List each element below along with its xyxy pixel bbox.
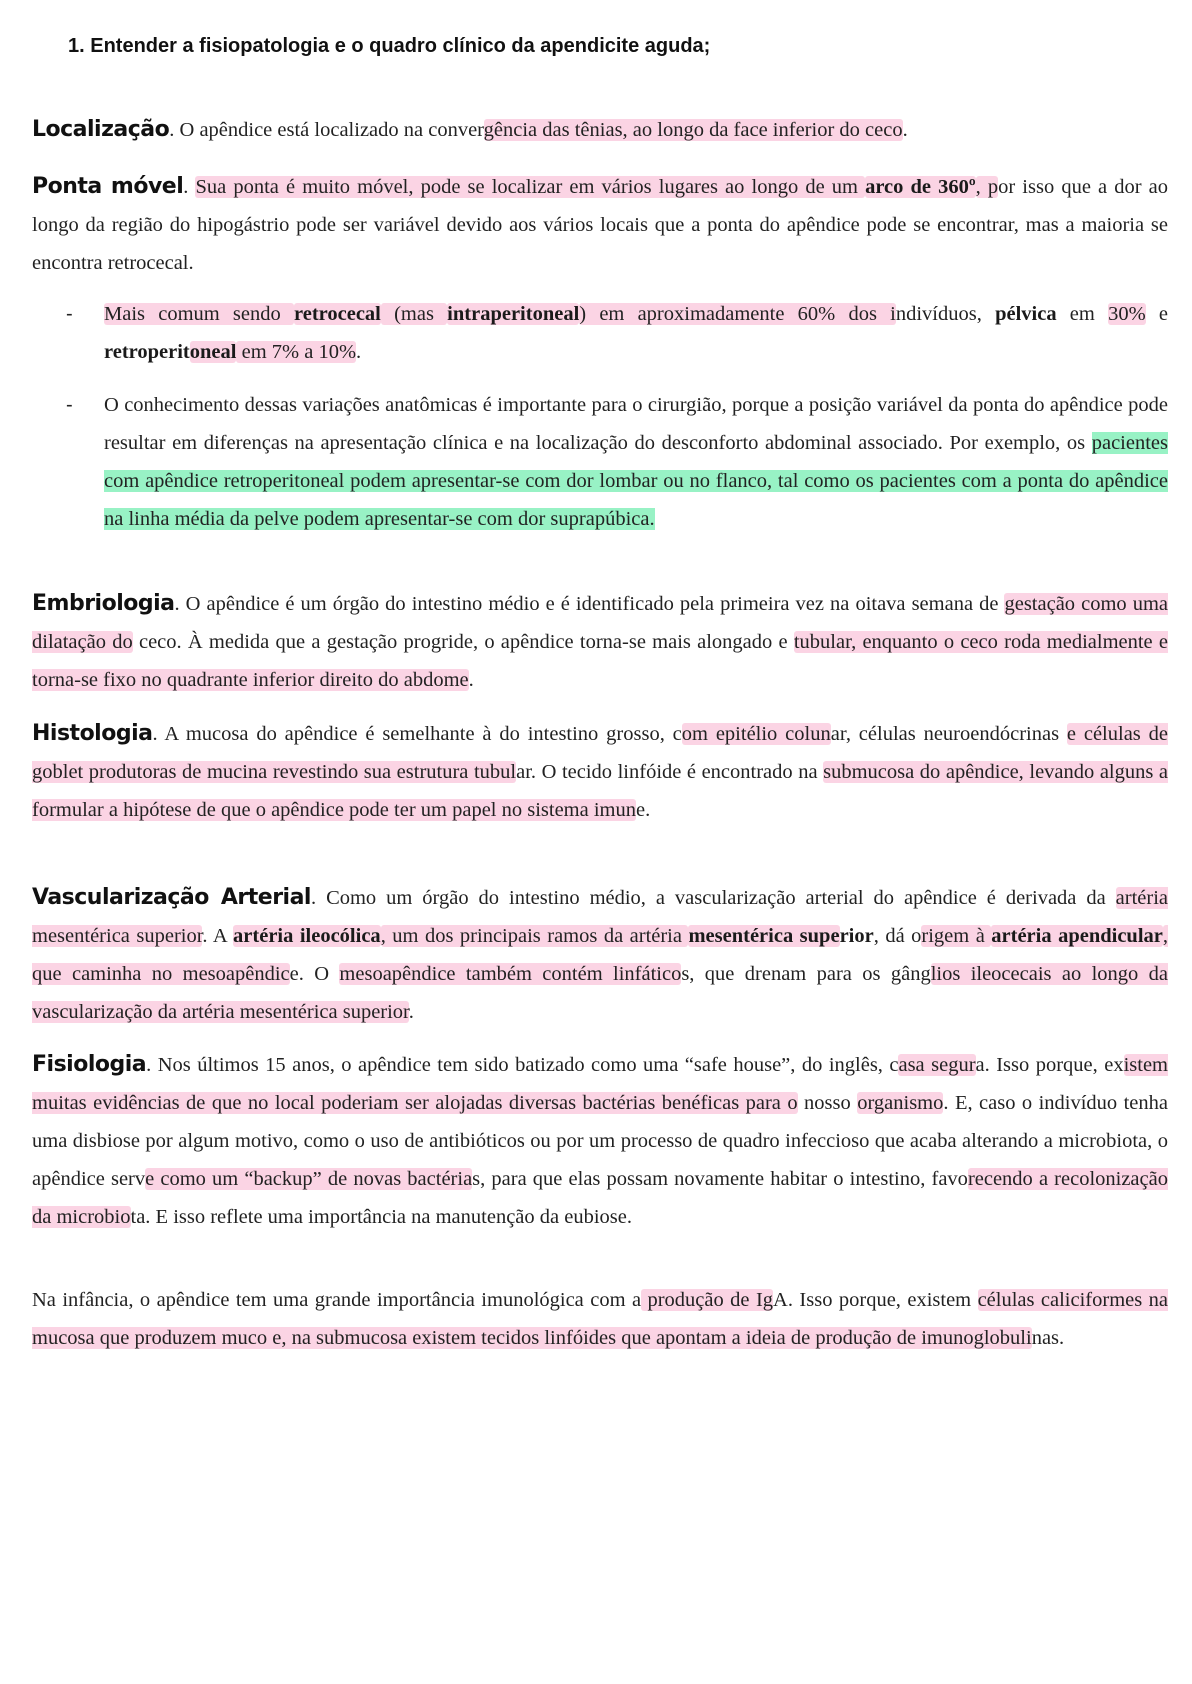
text: , dá o [873, 925, 922, 947]
text: em [1056, 303, 1109, 325]
bullet-item-variacoes [104, 386, 1168, 538]
text: . E, caso o indivíduo tenha uma disbiose por algum motivo, como o uso de antibióticos ou por um processo de quadro infeccioso que acaba alterando a microbiota, o apêndice serv [32, 1092, 1168, 1190]
paragraph-vascularizacao [32, 879, 1168, 1031]
paragraph-fisiologia [32, 1046, 1168, 1236]
highlight: em 7% a 10% [236, 341, 357, 363]
bullet-item-localizacoes [104, 295, 1168, 371]
highlight: rigem à [921, 925, 992, 947]
heading-histologia: Histologia [32, 721, 153, 746]
bold-highlight: oneal [189, 341, 237, 363]
text: nosso [797, 1092, 858, 1114]
heading-embriologia: Embriologia [32, 591, 175, 616]
text: or isso que a dor ao longo da região do hipogástrio pode ser variável devido aos vários locais que a ponta do apêndice pode se encontrar, mas a maioria se encontra retrocecal. [32, 176, 1169, 274]
paragraph-embriologia [32, 585, 1168, 699]
text: e. O [289, 963, 340, 985]
text: . Nos últimos 15 anos, o apêndice tem sido batizado como uma “safe house”, do inglês, c [146, 1054, 899, 1076]
bullet-dash: - [66, 303, 73, 325]
text: ceco. À medida que a gestação progride, o apêndice torna-se mais alongado e [132, 631, 794, 653]
page-title: 1. Entender a fisiopatologia e o quadro clínico da apendicite aguda; [68, 35, 711, 57]
highlight: e como um “backup” de novas bactéria [145, 1168, 473, 1190]
highlight: , p [975, 176, 999, 198]
bold-text: rior [839, 925, 874, 947]
text: e [1145, 303, 1168, 325]
paragraph-infancia [32, 1281, 1168, 1357]
text: . O apêndice é um órgão do intestino médio e é identificado pela primeira vez na oitava semana de [174, 593, 1005, 615]
highlight: mesoapêndice também contém linfático [339, 963, 682, 985]
highlight: lios ileocecais ao longo da vascularização da artéria mesentérica superior [32, 963, 1168, 1023]
highlight: gestação como uma dilatação do [32, 593, 1168, 653]
highlight: Sua ponta é muito móvel, pode se localizar em vários lugares ao longo de um [195, 176, 866, 198]
highlight: ) em aproximadamente 60% dos i [579, 303, 896, 325]
text: . A [202, 925, 234, 947]
text: . [183, 176, 196, 198]
highlight: , um dos principais ramos da artéria [380, 925, 689, 947]
highlight: artéria mesentérica superior [32, 887, 1168, 947]
text: . [356, 341, 362, 363]
bold-text: pélvica [995, 303, 1057, 325]
bullet-dash: - [66, 394, 73, 416]
highlight: Mais comum sendo [104, 303, 294, 325]
text: . [468, 669, 474, 691]
highlight: submucosa do apêndice, levando alguns a formular a hipótese de que o apêndice pode ter um papel no sistema imun [32, 761, 1169, 821]
heading-localizacao: Localização [32, 117, 170, 142]
text: s, que drenam para os gâng [681, 963, 931, 985]
text: s, para que elas possam novamente habitar o intestino, favo [472, 1168, 968, 1190]
highlight: gência das tênias, ao longo da face inferior do ceco [483, 119, 903, 141]
heading-vascularizacao: Vascularização Arterial [32, 885, 311, 910]
text: . [408, 1001, 414, 1023]
bold-highlight: arco de 360º [865, 176, 976, 198]
highlight: organismo [857, 1092, 944, 1114]
text: ndivíduos, [895, 303, 996, 325]
text: . Como um órgão do intestino médio, a vascularização arterial do apêndice é derivada da [310, 887, 1116, 909]
text: . O apêndice está localizado na conver [169, 119, 484, 141]
text: ar, células neuroendócrinas [830, 723, 1067, 745]
highlight: (mas [380, 303, 448, 325]
highlight: om epitélio colun [681, 723, 831, 745]
text: ar. O tecido linfóide é encontrado na [516, 761, 824, 783]
heading-fisiologia: Fisiologia [32, 1052, 147, 1077]
highlight: 30% [1108, 303, 1146, 325]
paragraph-histologia [32, 715, 1168, 829]
highlight: células caliciformes na mucosa que produzem muco e, na submucosa existem tecidos linfóides que apontam a ideia de produção de imunoglobuli [32, 1289, 1168, 1349]
bold-highlight: artéria ileocólica [233, 925, 381, 947]
text: . [902, 119, 908, 141]
highlight: , que caminha no mesoapêndic [32, 925, 1168, 985]
green-highlight: pacientes com apêndice retroperitoneal podem apresentar-se com dor lombar ou no flanco, tal como os pacientes com a ponta do apêndice na linha média da pelve podem apresentar-se com dor suprapúbica. [104, 432, 1168, 530]
highlight: asa segur [898, 1054, 976, 1076]
text: e. [636, 799, 651, 821]
highlight: produção de Ig [641, 1289, 774, 1311]
paragraph-localizacao [32, 111, 1168, 149]
highlight: istem muitas evidências de que no local poderiam ser alojadas diversas bactérias benéficas para o [32, 1054, 1168, 1114]
bold-highlight: mesentérica supe [688, 925, 840, 947]
text: O conhecimento dessas variações anatômicas é importante para o cirurgião, porque a posição variável da ponta do apêndice pode resultar em diferenças na apresentação clínica e na localização do desconforto abdominal associado. Por exemplo, os [104, 394, 1168, 454]
heading-ponta-movel: Ponta móvel [32, 174, 184, 199]
highlight: recendo a recolonização da microbio [32, 1168, 1168, 1228]
bold-highlight: intraperitoneal [447, 303, 580, 325]
text: A. Isso porque, existem [773, 1289, 978, 1311]
text: nas. [1031, 1327, 1065, 1349]
highlight: e células de goblet produtoras de mucina revestindo sua estrutura tubul [32, 723, 1168, 783]
bold-highlight: artéria apendicular [991, 925, 1163, 947]
bold-text: retroperit [104, 341, 190, 363]
text: ta. E isso reflete uma importância na manutenção da eubiose. [130, 1206, 632, 1228]
text: . A mucosa do apêndice é semelhante à do intestino grosso, c [152, 723, 682, 745]
text: a. Isso porque, ex [975, 1054, 1124, 1076]
highlight: tubular, enquanto o ceco roda medialmente e torna-se fixo no quadrante inferior direito do abdome [32, 631, 1168, 691]
bold-highlight: retrocecal [294, 303, 381, 325]
text: Na infância, o apêndice tem uma grande importância imunológica com a [32, 1289, 642, 1311]
paragraph-ponta-movel [32, 168, 1168, 282]
